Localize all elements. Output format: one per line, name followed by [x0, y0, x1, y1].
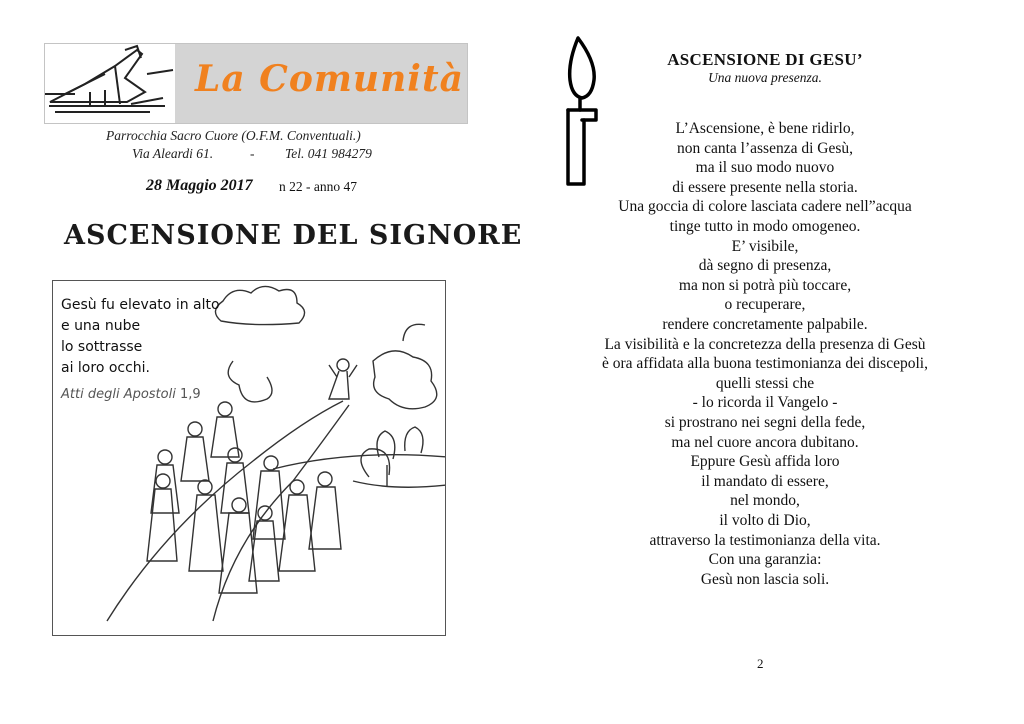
poem-line: nel mondo,	[730, 492, 800, 510]
issue-number: n 22 - anno 47	[279, 179, 357, 194]
illustration-caption-line: Gesù fu elevato in alto	[61, 297, 220, 313]
poem-line: - lo ricorda il Vangelo -	[692, 394, 838, 412]
article-title: ASCENSIONE DI GESU’	[667, 50, 863, 69]
illustration-caption-line: ai loro occhi.	[61, 360, 151, 376]
ascension-illustration	[52, 280, 446, 636]
poem-line: Eppure Gesù affida loro	[690, 453, 840, 471]
poem-line: ma nel cuore ancora dubitano.	[671, 433, 859, 451]
church-logo	[45, 44, 175, 123]
poem-line: Con una garanzia:	[708, 551, 822, 569]
poem-line: si prostrano nei segni della fede,	[664, 414, 866, 431]
poem-line: L’Ascensione, è bene ridirlo,	[675, 120, 855, 137]
poem-line: di essere presente nella storia.	[672, 178, 858, 196]
poem-line: o recuperare,	[724, 296, 806, 314]
poem-line: è ora affidata alla buona testimonianza dei discepoli,	[602, 355, 928, 373]
poem-line: tinge tutto in modo omogeneo.	[669, 218, 861, 235]
issue-date: 28 Maggio 2017	[146, 177, 253, 194]
poem-line: non canta l’assenza di Gesù,	[676, 139, 854, 157]
poem-line: attraverso la testimonianza della vita.	[649, 531, 881, 549]
masthead	[44, 43, 468, 124]
citation-reference: 1,9	[179, 387, 201, 402]
poem-line: quelli stessi che	[715, 374, 815, 392]
poem-line: il volto di Dio,	[719, 512, 811, 529]
parish-phone: Tel. 041 984279	[285, 146, 372, 161]
poem-line: dà segno di presenza,	[698, 257, 832, 275]
article-subtitle: Una nuova presenza.	[708, 70, 822, 85]
masthead-title: La Comunità	[195, 58, 464, 100]
parish-separator: -	[250, 146, 255, 161]
poem-line: il mandato di essere,	[701, 472, 829, 490]
parish-address: Via Aleardi 61.	[132, 146, 214, 161]
illustration-caption-line: lo sottrasse	[61, 339, 143, 355]
illustration-caption-line: e una nube	[61, 318, 141, 334]
poem-line: ma non si potrà più toccare,	[678, 276, 852, 294]
bible-citation	[61, 387, 201, 402]
page-number: 2	[757, 656, 764, 671]
poem-line: ma il suo modo nuovo	[695, 159, 835, 177]
parish-name: Parrocchia Sacro Cuore (O.F.M. Conventuali.)	[106, 128, 361, 143]
poem-line: Gesù non lascia soli.	[700, 570, 830, 588]
poem-line: Una goccia di colore lasciata cadere nell”acqua	[618, 198, 912, 216]
feast-title: ASCENSIONE DEL SIGNORE	[64, 220, 523, 251]
poem-line: rendere concretamente palpabile.	[662, 316, 868, 333]
poem-line: E’ visibile,	[731, 237, 799, 255]
citation-book: Atti degli Apostoli	[61, 387, 176, 402]
poem-line: La visibilità e la concretezza della presenza di Gesù	[604, 335, 926, 353]
